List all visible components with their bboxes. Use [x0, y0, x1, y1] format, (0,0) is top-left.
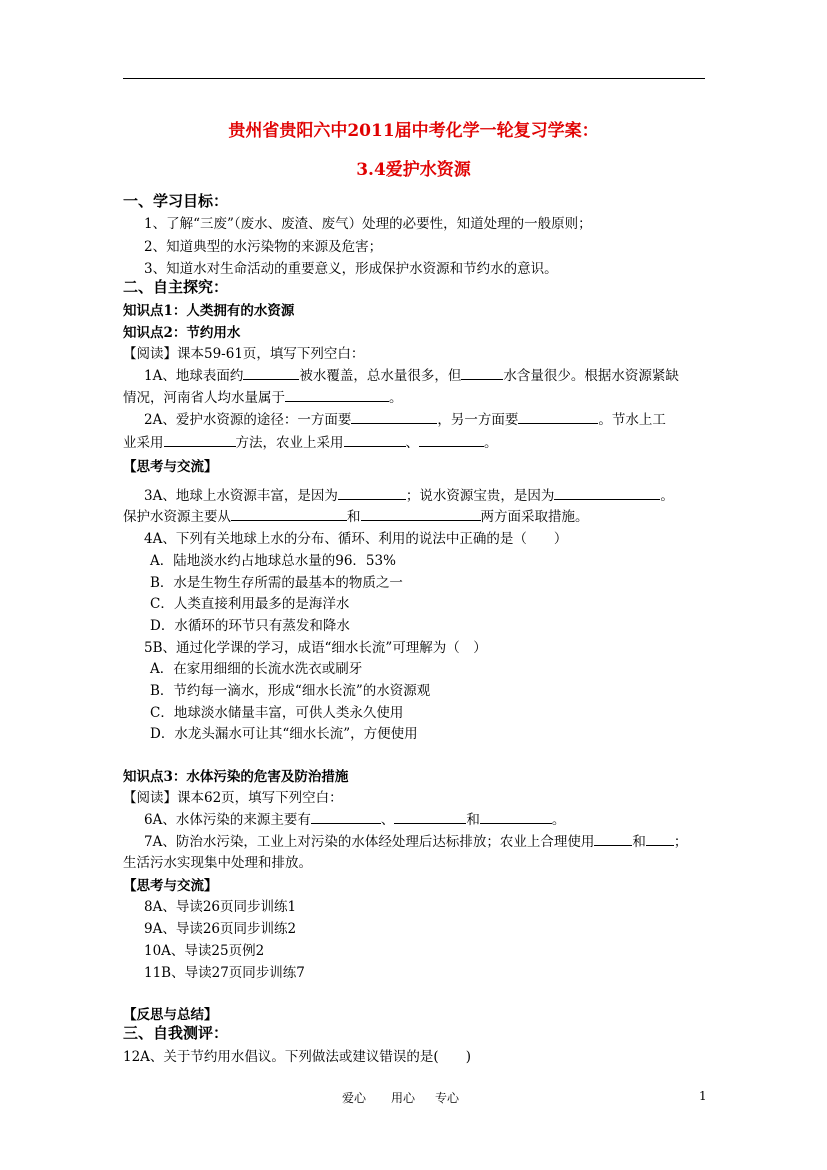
- question-11: 11B、导读27页同步训练7: [144, 965, 305, 981]
- reading-prompt-1: 【阅读】课本59-61页，填写下列空白：: [123, 346, 365, 362]
- knowledge-point-2: 知识点2：节约用水: [123, 325, 241, 341]
- fill-blank[interactable]: [164, 434, 236, 447]
- fill-blank[interactable]: [480, 811, 552, 824]
- fill-blank[interactable]: [518, 411, 598, 424]
- fill-blank[interactable]: [646, 833, 674, 846]
- question-5-option-d: D．水龙头漏水可让其“细水长流”，方便使用: [150, 726, 418, 742]
- question-4-option-b: B．水是生物生存所需的最基本的物质之一: [150, 575, 403, 591]
- goal-2: 2、知道典型的水污染物的来源及危害；: [144, 239, 383, 255]
- fill-blank[interactable]: [361, 508, 481, 521]
- question-9: 9A、导读26页同步训练2: [144, 921, 297, 937]
- footer-text-1: 爱心: [342, 1091, 367, 1105]
- question-5: 5B、通过化学课的学习，成语“细水长流”可理解为（ ）: [144, 640, 487, 656]
- question-4-option-d: D．水循环的环节只有蒸发和降水: [150, 618, 350, 634]
- discussion-heading-2: 【思考与交流】: [123, 878, 218, 894]
- fill-blank[interactable]: [311, 811, 381, 824]
- knowledge-point-1: 知识点1：人类拥有的水资源: [123, 303, 295, 319]
- section-heading-selftest: 三、自我测评：: [123, 1024, 229, 1042]
- header-rule: [123, 78, 705, 79]
- question-4-option-a: A．陆地淡水约占地球总水量的96．53%: [150, 553, 396, 569]
- question-3a-line2: 保护水资源主要从 和 两方面采取措施。: [123, 509, 589, 525]
- fill-blank[interactable]: [394, 811, 466, 824]
- question-8: 8A、导读26页同步训练1: [144, 899, 297, 915]
- fill-blank[interactable]: [285, 389, 389, 402]
- fill-blank[interactable]: [344, 434, 406, 447]
- section-heading-goals: 一、学习目标：: [123, 192, 229, 210]
- question-3a-line1: 3A、地球上水资源丰富，是因为 ；说水资源宝贵，是因为 。: [144, 488, 674, 504]
- question-10: 10A、导读25页例2: [144, 943, 265, 959]
- goal-3: 3、知道水对生命活动的重要意义，形成保护水资源和节约水的意识。: [144, 261, 558, 277]
- reflection-heading: 【反思与总结】: [123, 1007, 218, 1023]
- question-2a-line2: 业采用 方法，农业上采用 、 。: [123, 435, 498, 451]
- question-6: 6A、水体污染的来源主要有 、 和 。: [144, 812, 566, 828]
- knowledge-point-3: 知识点3：水体污染的危害及防治措施: [123, 769, 349, 785]
- footer-text-3: 专心: [435, 1091, 460, 1105]
- question-12: 12A、关于节约用水倡议。下列做法或建议错误的是( ): [123, 1049, 471, 1065]
- goal-1: 1、了解“三废”（废水、废渣、废气）处理的必要性，知道处理的一般原则；: [144, 216, 592, 232]
- question-5-option-c: C．地球淡水储量丰富，可供人类永久使用: [150, 705, 404, 721]
- question-4: 4A、下列有关地球上水的分布、循环、利用的说法中正确的是（ ）: [144, 531, 568, 547]
- question-5-option-b: B．节约每一滴水，形成“细水长流”的水资源观: [150, 683, 431, 699]
- question-5-option-a: A．在家用细细的长流水洗衣或刷牙: [150, 661, 363, 677]
- question-1a-line1: 1A、地球表面约 被水覆盖，总水量很多，但 水含量很少。根据水资源紧缺: [144, 368, 679, 384]
- fill-blank[interactable]: [554, 487, 660, 500]
- fill-blank[interactable]: [231, 508, 347, 521]
- question-4-option-c: C．人类直接利用最多的是海洋水: [150, 596, 350, 612]
- question-7-line2: 生活污水实现集中处理和排放。: [123, 855, 312, 871]
- fill-blank[interactable]: [351, 411, 437, 424]
- fill-blank[interactable]: [461, 367, 503, 380]
- page-number: 1: [699, 1089, 707, 1103]
- fill-blank[interactable]: [338, 487, 406, 500]
- fill-blank[interactable]: [594, 833, 632, 846]
- question-1a-line2: 情况，河南省人均水量属于 。: [123, 390, 403, 406]
- fill-blank[interactable]: [419, 434, 484, 447]
- reading-prompt-2: 【阅读】课本62页，填写下列空白：: [123, 790, 343, 806]
- section-heading-explore: 二、自主探究：: [123, 278, 229, 296]
- discussion-heading-1: 【思考与交流】: [123, 459, 218, 475]
- question-2a-line1: 2A、爱护水资源的途径：一方面要 ，另一方面要 。节水上工: [144, 412, 666, 428]
- page-subtitle: 3.4爱护水资源: [356, 160, 471, 180]
- footer-text-2: 用心: [391, 1091, 416, 1105]
- page-title: 贵州省贵阳六中2011届中考化学一轮复习学案：: [228, 121, 599, 141]
- question-7-line1: 7A、防治水污染，工业上对污染的水体经处理后达标排放；农业上合理使用 和 ；: [144, 834, 688, 850]
- fill-blank[interactable]: [243, 367, 299, 380]
